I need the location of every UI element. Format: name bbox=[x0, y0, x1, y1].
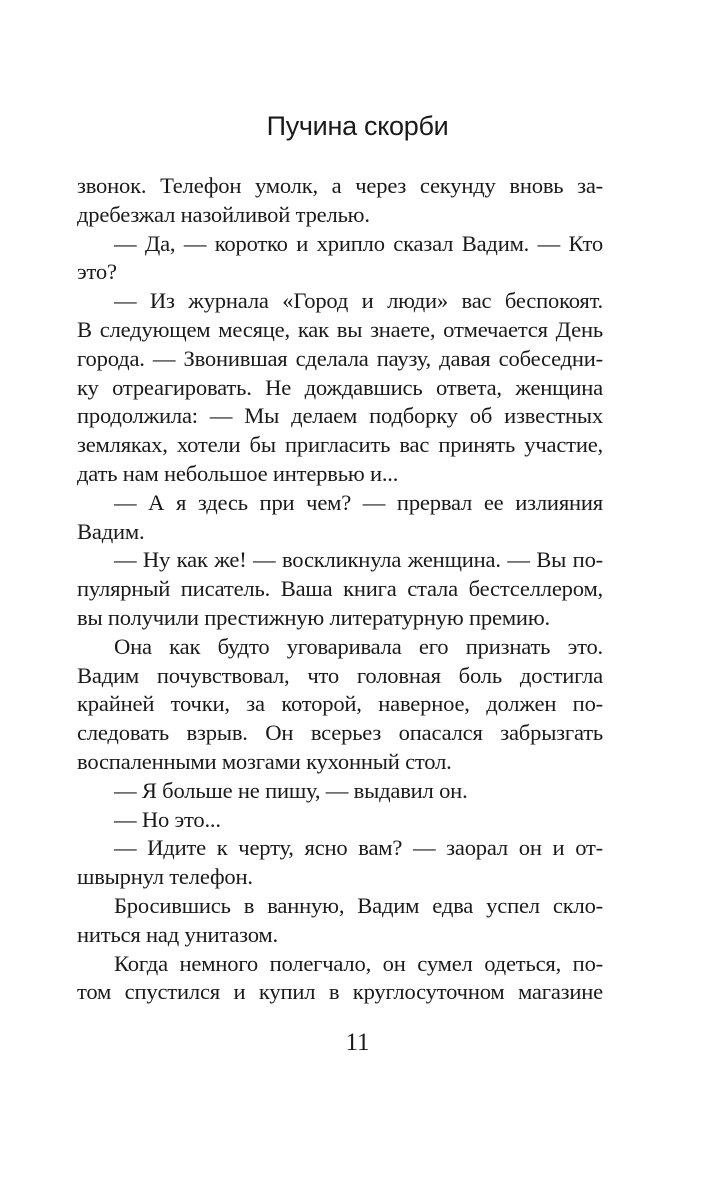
text-line: звонок. Телефон умолк, а через секунду вновь за- bbox=[77, 173, 603, 198]
text-line: вы получили престижную литературную премию. bbox=[77, 604, 550, 630]
text-line: — Ну как же! — воскликнула женщина. — Вы по- bbox=[114, 547, 603, 573]
text-line: — Из журнала «Город и люди» вас беспокоят. bbox=[114, 288, 603, 314]
text-line: пулярный писатель. Ваша книга стала бестселлером, bbox=[77, 576, 603, 602]
text-line: дребезжал назойливой трелью. bbox=[77, 201, 370, 227]
text-line: следовать взрыв. Он всерьез опасался забрызгать bbox=[77, 720, 603, 746]
text-line: Вадим. bbox=[77, 518, 145, 544]
text-line: В следующем месяце, как вы знаете, отмечается День bbox=[77, 316, 603, 342]
text-line: — Я больше не пишу, — выдавил он. bbox=[114, 777, 468, 803]
running-head-title: Пучина скорби bbox=[266, 111, 449, 141]
text-line: Она как будто уговаривала его признать это. bbox=[114, 633, 603, 659]
text-line: том спустился и купил в круглосуточном магазине bbox=[77, 979, 603, 1005]
text-line: города. — Звонившая сделала паузу, давая собеседни- bbox=[77, 345, 603, 371]
body-text bbox=[77, 172, 603, 1007]
text-line: швырнул телефон. bbox=[77, 864, 253, 890]
text-line: ку отреагировать. Не дождавшись ответа, женщина bbox=[77, 374, 603, 400]
text-line: это? bbox=[77, 259, 117, 285]
text-line: ниться над унитазом. bbox=[77, 921, 278, 947]
text-line: продолжила: — Мы делаем подборку об известных bbox=[77, 403, 603, 429]
text-line: Вадим почувствовал, что головная боль достигла bbox=[77, 662, 603, 688]
text-line: воспаленными мозгами кухонный стол. bbox=[77, 748, 452, 774]
text-line: дать нам небольшое интервью и... bbox=[77, 460, 399, 486]
page-number: 11 bbox=[345, 1029, 370, 1056]
text-line: — Да, — коротко и хрипло сказал Вадим. — Кто bbox=[114, 230, 603, 256]
text-line: — А я здесь при чем? — прервал ее излияния bbox=[114, 489, 603, 515]
text-line: крайней точки, за которой, наверное, должен по- bbox=[77, 691, 603, 717]
text-line: — Идите к черту, ясно вам? — заорал он и от- bbox=[114, 835, 603, 861]
text-line: земляках, хотели бы пригласить вас принять участие, bbox=[77, 432, 603, 458]
text-line: — Но это... bbox=[114, 806, 221, 832]
text-line: Когда немного полегчало, он сумел одеться, по- bbox=[114, 950, 603, 976]
text-line: Бросившись в ванную, Вадим едва успел скло- bbox=[114, 892, 603, 918]
